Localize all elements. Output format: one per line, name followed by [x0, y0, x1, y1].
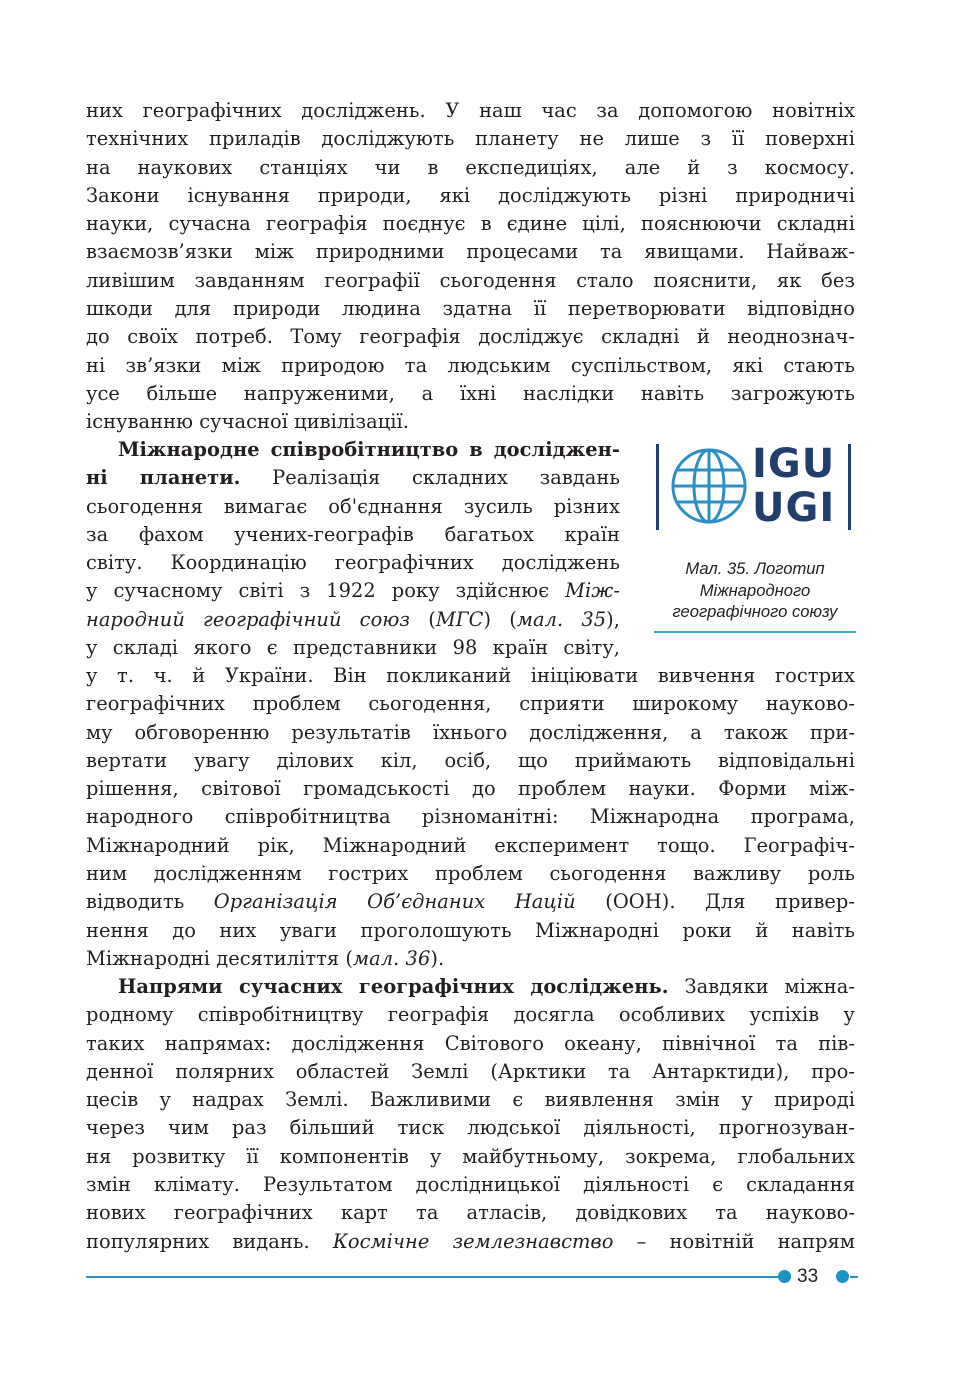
italic-term: Космічне землезнавство	[332, 1229, 614, 1253]
text-line: нових географічних карт та атласів, довідкових та науково-	[86, 1201, 855, 1225]
text-line	[86, 464, 620, 492]
figure-reference: мал. 35	[516, 607, 607, 631]
text-line: му обговоренню результатів їхнього дослідження, а також при-	[86, 720, 855, 744]
logo-bar-left	[656, 444, 659, 530]
footer-rule	[86, 1276, 778, 1278]
text-run: популярних видань.	[86, 1229, 333, 1253]
section-heading: Міжнародне співробітництво в досліджен-	[118, 438, 620, 461]
text-line: цесів у надрах Землі. Важливими є виявлення змін у природі	[86, 1088, 855, 1112]
text-line: у т. ч. й України. Він покликаний ініціювати вивчення гострих	[86, 664, 855, 687]
text-line: через чим раз більший тиск людської діяльності, прогнозуван-	[86, 1116, 855, 1140]
text-run: ),	[606, 607, 620, 631]
italic-term: МГС	[435, 607, 484, 631]
italic-term: Між-	[565, 579, 620, 603]
caption-line: Міжнародного	[699, 580, 811, 600]
text-line: ливішим завданням географії сьогодення стало пояснити, як без	[86, 268, 855, 292]
page-number: 33	[797, 1266, 819, 1287]
text-line	[86, 436, 620, 464]
paragraph-intro	[86, 97, 855, 437]
paragraph-directions	[86, 973, 855, 1256]
igu-logo	[656, 442, 852, 530]
caption-rule	[654, 631, 856, 633]
text-run: Реалізація складних завдань	[240, 466, 620, 490]
caption-line: географічного союзу	[672, 602, 838, 622]
text-line: вертати увагу ділових кіл, осіб, що приймають відповідальні	[86, 748, 855, 772]
text-line: таких напрямах: дослідження Світового океану, північної та пів-	[86, 1031, 855, 1055]
text-line: Міжнародний рік, Міжнародний експеримент тощо. Географіч-	[86, 833, 855, 857]
logo-text-ugi: UGI	[752, 485, 836, 531]
text-line: народного співробітництва різноманітні: Міжнародна програма,	[86, 805, 855, 829]
text-run: ).	[430, 946, 445, 970]
logo-bar-right	[848, 444, 851, 530]
text-line: у складі якого є представники 98 країн світу,	[86, 636, 620, 660]
italic-term: Організація Об’єднаних Націй	[213, 890, 576, 914]
text-run: Завдяки міжна-	[668, 975, 855, 998]
text-line	[86, 973, 855, 1001]
text-line: сьогодення вимагає об'єднання зусиль різних	[86, 494, 620, 518]
text-line: рішення, світової громадськості до проблем науки. Форми між-	[86, 777, 855, 801]
text-run: відводить	[86, 890, 214, 914]
caption-line: Мал. 35. Логотип	[685, 559, 825, 578]
text-line: змін клімату. Результатом дослідницької діяльності є складання	[86, 1173, 855, 1197]
text-line	[86, 577, 620, 605]
section-heading: Напрями сучасних географічних досліджень.	[118, 975, 669, 998]
text-line: на наукових станціях чи в експедиціях, але й з космосу.	[86, 155, 855, 179]
text-line: географічних проблем сьогодення, сприяти широкому науково-	[86, 692, 855, 716]
section-heading: ні планети.	[86, 466, 241, 490]
paragraph-cooperation-continued	[86, 662, 855, 973]
text-line: взаємозв’язки між природними процесами та явищами. Найваж-	[86, 240, 855, 264]
text-line	[86, 606, 620, 634]
text-line: шкоди для природи людина здатна її перетворювати відповідно	[86, 297, 855, 321]
figure-caption	[654, 558, 856, 623]
text-line: ня розвитку її компонентів у майбутньому, зокрема, глобальних	[86, 1144, 855, 1168]
text-line: існуванню сучасної цивілізації.	[86, 410, 409, 434]
text-run: (	[410, 607, 436, 631]
text-line: нення до них уваги проголошують Міжнародні роки й навіть	[86, 918, 855, 942]
text-line	[86, 1228, 855, 1256]
text-line: до своїх потреб. Тому географія досліджує складні й неоднознач-	[86, 325, 855, 349]
figure-reference: мал. 36	[353, 946, 431, 970]
globe-icon	[666, 442, 756, 532]
footer-dot-icon	[836, 1270, 849, 1283]
text-run: у сучасному світі з 1922 року здійснює	[86, 579, 566, 603]
text-line: технічних приладів досліджують планету не лише з її поверхні	[86, 127, 855, 151]
text-line: ним дослідженням гострих проблем сьогодення важливу роль	[86, 862, 855, 886]
logo-text-igu: IGU	[752, 441, 836, 487]
footer-rule-tail	[850, 1276, 858, 1278]
text-run: – новітній напрям	[613, 1229, 856, 1253]
text-line: денної полярних областей Землі (Арктики та Антарктиди), про-	[86, 1059, 855, 1083]
text-line: світу. Координацію географічних досліджень	[86, 551, 620, 575]
paragraph-cooperation	[86, 436, 620, 662]
text-line	[86, 945, 855, 973]
text-run: Міжнародні десятиліття (	[86, 946, 353, 970]
italic-term: народний географічний союз	[86, 607, 411, 631]
text-run: ) (	[483, 607, 517, 631]
figure-igu-logo	[654, 442, 856, 633]
text-line: Закони існування природи, які досліджують різні природничі	[86, 183, 855, 207]
text-line: ні зв’язки між природою та людським суспільством, які стають	[86, 353, 855, 377]
text-line: них географічних досліджень. У наш час за допомогою новітніх	[86, 99, 855, 122]
text-line: науки, сучасна географія поєднує в єдине цілі, пояснюючи складні	[86, 212, 855, 236]
text-line: родному співробітництву географія досягла особливих успіхів у	[86, 1003, 855, 1027]
text-line	[86, 888, 855, 916]
text-line: за фахом учених-географів багатьох країн	[86, 522, 620, 546]
text-line: усе більше напруженими, а їхні наслідки навіть загрожують	[86, 381, 855, 405]
footer-dot-icon	[778, 1270, 791, 1283]
text-run: (ООН). Для привер-	[575, 890, 855, 914]
